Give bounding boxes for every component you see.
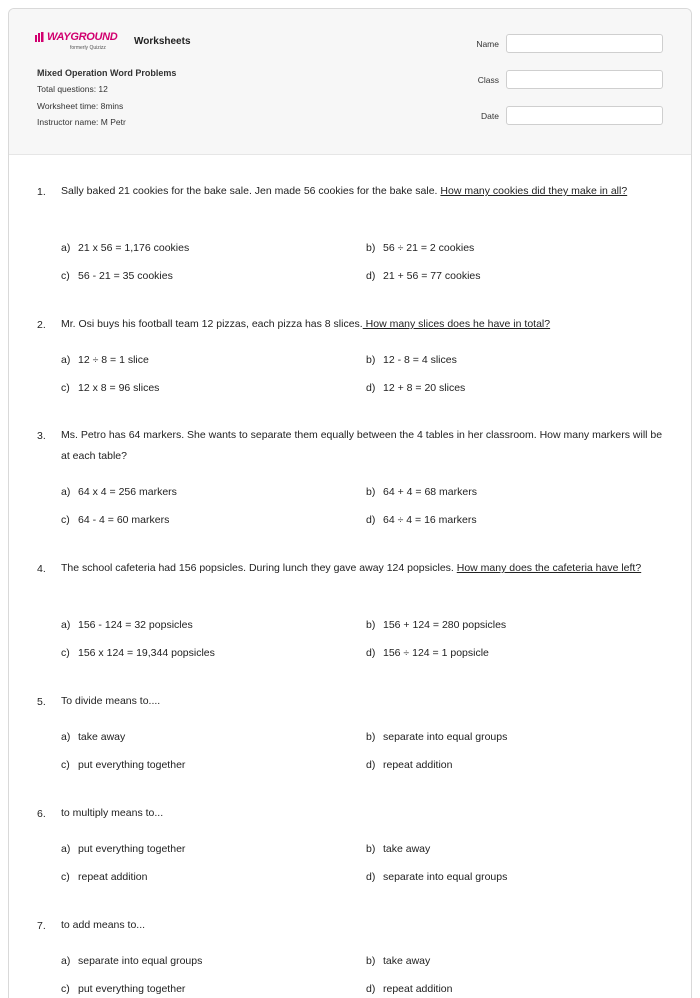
option-a[interactable]: a) 21 x 56 = 1,176 cookies [61,242,190,254]
question-number: 6. [37,808,46,820]
question-text: To divide means to.... [61,695,161,707]
option-b[interactable]: b) take away [366,955,431,967]
option-a[interactable]: a) separate into equal groups [61,955,203,967]
name-label: Name [476,39,499,49]
option-d[interactable]: d) 21 + 56 = 77 cookies [366,270,481,282]
worksheet-header [9,9,691,155]
question-number: 5. [37,696,46,708]
question-text: Mr. Osi buys his football team 12 pizzas, each pizza has 8 slices. How many slices does he have in total? [61,318,551,330]
product-name: Worksheets [134,36,191,47]
logo-text: WAYGROUND [47,31,118,43]
option-c[interactable]: c) 64 - 4 = 60 markers [61,514,170,526]
logo [35,31,135,57]
option-b[interactable]: b) 64 + 4 = 68 markers [366,486,477,498]
worksheet-title: Mixed Operation Word Problems [37,68,177,78]
option-d[interactable]: d) 156 ÷ 124 = 1 popsicle [366,647,489,659]
option-d[interactable]: d) 12 + 8 = 20 slices [366,382,466,394]
question-number: 4. [37,563,46,575]
question-number: 3. [37,430,46,442]
option-c[interactable]: c) put everything together [61,759,186,771]
option-a[interactable]: a) take away [61,731,126,743]
option-d[interactable]: d) repeat addition [366,983,453,995]
option-a[interactable]: a) 156 - 124 = 32 popsicles [61,619,193,631]
question-text: Ms. Petro has 64 markers. She wants to separate them equally between the 4 tables in her classroom. How many markers will be at each table? [61,429,663,462]
question-number: 7. [37,920,46,932]
option-a[interactable]: a) 64 x 4 = 256 markers [61,486,177,498]
option-d[interactable]: d) repeat addition [366,759,453,771]
class-label: Class [477,75,499,85]
date-input[interactable] [506,106,663,125]
logo-subtitle: formerly Quizizz [70,45,106,51]
question-number: 1. [37,186,46,198]
worksheet-time: Worksheet time: 8mins [37,100,124,111]
wayground-logo-icon [35,32,45,44]
option-a[interactable]: a) 12 ÷ 8 = 1 slice [61,354,149,366]
option-b[interactable]: b) take away [366,843,431,855]
question-text: to add means to... [61,919,146,931]
option-a[interactable]: a) put everything together [61,843,186,855]
name-field-group [449,34,665,55]
option-c[interactable]: c) repeat addition [61,871,148,883]
option-d[interactable]: d) 64 ÷ 4 = 16 markers [366,514,477,526]
question-text: to multiply means to... [61,807,164,819]
class-input[interactable] [506,70,663,89]
option-c[interactable]: c) 56 - 21 = 35 cookies [61,270,173,282]
name-input[interactable] [506,34,663,53]
option-b[interactable]: b) separate into equal groups [366,731,508,743]
class-field-group [449,70,665,91]
option-d[interactable]: d) separate into equal groups [366,871,508,883]
option-b[interactable]: b) 156 + 124 = 280 popsicles [366,619,507,631]
option-b[interactable]: b) 56 ÷ 21 = 2 cookies [366,242,475,254]
worksheet [8,8,692,998]
question-text: Sally baked 21 cookies for the bake sale. Jen made 56 cookies for the bake sale. How many cookies did they make in all? [61,185,628,197]
instructor-name: Instructor name: M Petr [37,117,126,127]
total-questions: Total questions: 12 [37,84,108,94]
date-field-group [449,106,665,127]
option-c[interactable]: c) 12 x 8 = 96 slices [61,382,160,394]
worksheet-meta [37,68,176,134]
option-c[interactable]: c) put everything together [61,983,186,995]
date-label: Date [481,111,499,121]
question-number: 2. [37,319,46,331]
question-text: The school cafeteria had 156 popsicles. During lunch they gave away 124 popsicles. How many does the cafeteria have left? [61,562,642,574]
option-c[interactable]: c) 156 x 124 = 19,344 popsicles [61,647,215,659]
option-b[interactable]: b) 12 - 8 = 4 slices [366,354,457,366]
